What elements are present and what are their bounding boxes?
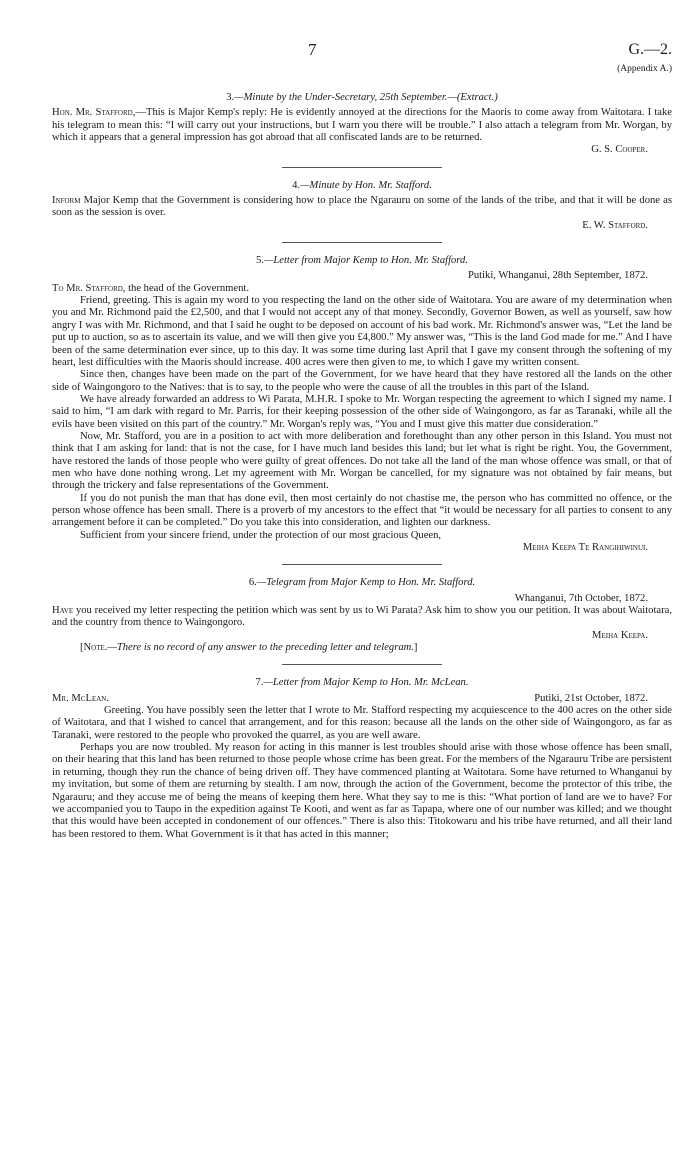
document-code: G.—2.: [628, 41, 672, 58]
section-5-addressee: To Mr. Stafford, the head of the Government.: [52, 282, 249, 294]
section-6-note: [Note.—There is no record of any answer to the preceding letter and telegram.]: [80, 642, 418, 654]
section-3-heading: 3.—Minute by the Under-Secretary, 25th September.—(Extract.): [226, 92, 498, 103]
section-6-signature: Meiha Keepa.: [592, 629, 648, 641]
divider: [282, 564, 442, 565]
section-7-addressee: Mr. McLean.: [52, 692, 109, 704]
section-7-heading: 7.—Letter from Major Kemp to Hon. Mr. McLean.: [255, 677, 469, 689]
section-3-signature: G. S. Cooper.: [591, 144, 648, 156]
section-5-paragraph: If you do not punish the man that has done evil, then most certainly do not chastise me, the person who has committed no offence, or the person whose offence has been small. There is a proverb of my ancestors to the effect that “it would be necessary for all parties to consent to any arrangement before it can be completed.” Do you take this into consideration, and lighten our darkness.: [52, 492, 672, 529]
section-6-heading: 6.—Telegram from Major Kemp to Hon. Mr. Stafford.: [248, 577, 476, 589]
section-5-paragraph: We have already forwarded an address to Wi Parata, M.H.R. I spoke to Mr. Worgan respecting the agreement to which I signed my name. I said to him, “I am dark with regard to Mr. Parris, for their keeping possession of the other side of Waingongoro, as far as Taranaki, while all the evils have been visited on this part of the country.” Mr. Worgan's reply was, “You and I must give this matter due consideration.”: [52, 393, 672, 430]
section-5-place-date: Putiki, Whanganui, 28th September, 1872.: [467, 270, 648, 282]
section-4-signature: E. W. Stafford.: [582, 219, 648, 231]
section-5-heading: 5.—Letter from Major Kemp to Hon. Mr. Stafford.: [256, 255, 468, 267]
section-3-body: Hon. Mr. Stafford,—This is Major Kemp's reply: He is evidently annoyed at the directions for the Maoris to come away from Waitotara. I take his telegram to mean this: “I will carry out your instructions, but I warn you there will be trouble.” I also attach a telegram from Mr. Worgan, by which it appears that a general impression has got abroad that all confiscated lands are to be returned.: [52, 107, 672, 144]
divider: [282, 167, 442, 168]
section-4-body: Inform Major Kemp that the Government is considering how to place the Ngarauru on some of the lands of the tribe, and that it will be done as soon as the session is over.: [52, 195, 672, 219]
page-header: [52, 40, 672, 92]
section-6-body: Have you received my letter respecting the petition which was sent by us to Wi Parata? Ask him to show you our petition. It was about Waitotara, and the country from thence to Waingongoro.: [52, 605, 672, 629]
appendix-label: (Appendix A.): [617, 64, 672, 74]
divider: [282, 664, 442, 665]
section-5-paragraph: Sufficient from your sincere friend, under the protection of our most gracious Queen,: [80, 529, 442, 541]
section-6-place-date: Whanganui, 7th October, 1872.: [514, 592, 648, 604]
section-7-place-date: Putiki, 21st October, 1872.: [534, 692, 648, 704]
divider: [282, 242, 442, 243]
section-5-paragraph: Since then, changes have been made on the part of the Government, for we have heard that they have restored all the lands on the other side of Waingongoro to the Natives: that is to say, to the people who were the cause of all the troubles in this part of the Island.: [52, 369, 672, 393]
section-7-paragraph: Perhaps you are now troubled. My reason for acting in this manner is lest troubles should arise with those whose offence has been small, on their hearing that this land has been returned to those people whose crime has been great. For the members of the Ngarauru Tribe are persistent in returning, though they run the chance of being driven off. They have commenced planting at Waitotara. Some have returned to Whanganui by my invitation, but some of them are returning by stealth. I am now, through the action of the Government, become the protector of this tribe, the Ngarauru; and they accuse me of being the means of keeping them here. What they say to me is this: “What portion of land are we to have? For we accompanied you to Taupo in the expedition against Te Kooti, and went as far as Tapapa, where one of our number was killed; and we thought that this would have been accepted in condonement of our offences.” There is also this: Titokowaru and his tribe have returned, and all their land has been restored to them. What Government is it that has acted in this manner;: [52, 742, 672, 840]
document-page: [52, 40, 672, 841]
section-4-heading: 4.—Minute by Hon. Mr. Stafford.: [292, 179, 432, 191]
section-5-paragraph: Now, Mr. Stafford, you are in a position to act with more deliberation and forethought than any other person in this Island. You must not think that I am asking for land: that is not the case, for I have much land besides this land; but let what is right be right. You, the Government, have restored the lands of those people who were guilty of great offences. Do not take all the land of the man whose offence was small, or that of men who have done nothing wrong. Let my agreement with Mr. Worgan be cancelled, for my signature was not obtained by fair means, but through the trickery and false representations of the Government.: [52, 430, 672, 492]
section-5-paragraph: Friend, greeting. This is again my word to you respecting the land on the other side of Waitotara. You are aware of my determination when you and Mr. Richmond paid the £2,500, and that I would not accept any of that money. Secondly, Governor Bowen, as well as yourself, saw how angry I was with Mr. Richmond, and that I said he ought to be deposed on account of his bad work. Mr. Richmond's answer was, “Let the land be put up to auction, so as to ascertain its value, and we will then give you £4,800.” My answer was, “This is the land God made for me.” And I have been of the same determination ever since, up to this day. It was some time during last April that I gave my consent through the softening of my heart, lest difficulties with the Maoris should increase. 400 acres were then given to me, to which I gave my written consent.: [52, 295, 672, 368]
section-5-signature: Meiha Keepa Te Rangihiwinui.: [522, 542, 648, 553]
section-7-address-line: [52, 693, 672, 705]
section-7-paragraph: Greeting. You have possibly seen the letter that I wrote to Mr. Stafford respecting my acquiescence to the 400 acres on the other side of Waitotara, and that I wished to cancel that arrangement, and for this reason: because all the lands on the other side of Waingongoro, as far as Taranaki, were restored to the people who provoked the quarrel, as you are well aware.: [52, 705, 672, 741]
page-number: 7: [308, 40, 317, 59]
